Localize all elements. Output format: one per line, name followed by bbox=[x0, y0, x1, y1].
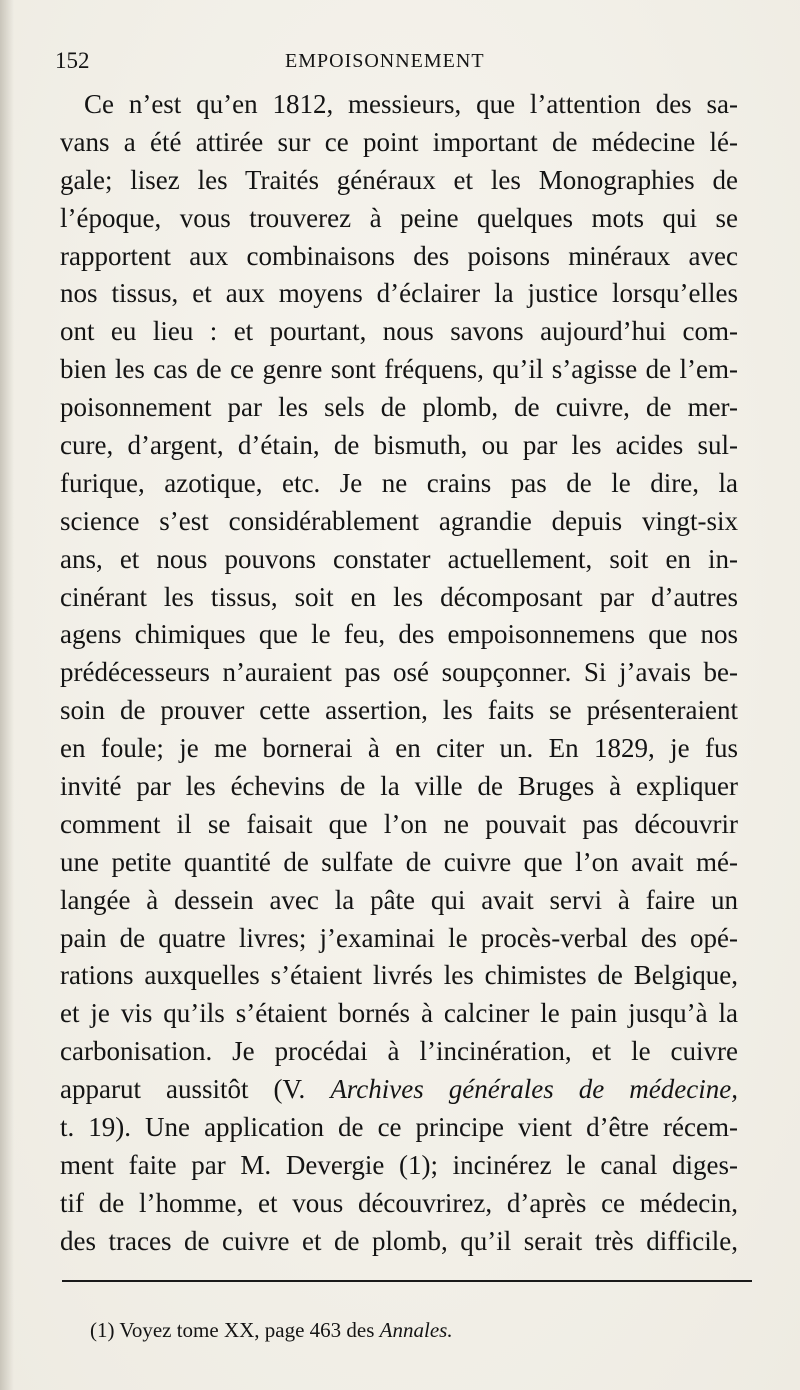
text-line: en foule; je me bornerai à en citer un. En 1829, je fus bbox=[60, 733, 738, 764]
text-line: agens chimiques que le feu, des empoisonnemens que nos bbox=[60, 619, 738, 650]
text-line: cinérant les tissus, soit en les décomposant par d’autres bbox=[60, 581, 738, 612]
text-line: et je vis qu’ils s’étaient bornés à calciner le pain jusqu’à la bbox=[60, 998, 738, 1029]
text-line: pain de quatre livres; j’examinai le procès-verbal des opé- bbox=[60, 922, 738, 953]
text-line: ment faite par M. Devergie (1); incinérez le canal diges- bbox=[60, 1149, 738, 1180]
body-paragraph bbox=[60, 86, 738, 1261]
text-line: comment il se faisait que l’on ne pouvait pas découvrir bbox=[60, 808, 738, 839]
footnote-italic-title: Annales. bbox=[379, 1318, 453, 1342]
page-header bbox=[55, 40, 745, 76]
text-line: vans a été attirée sur ce point important de médecine lé- bbox=[60, 126, 738, 157]
text-line: une petite quantité de sulfate de cuivre que l’on avait mé- bbox=[60, 846, 738, 877]
text-line: des traces de cuivre et de plomb, qu’il serait très difficile, bbox=[60, 1225, 738, 1256]
footnote-text: (1) Voyez tome XX, page 463 des bbox=[90, 1318, 375, 1342]
text-line: nos tissus, et aux moyens d’éclairer la justice lorsqu’elles bbox=[60, 278, 738, 309]
text-line: prédécesseurs n’auraient pas osé soupçonner. Si j’avais be- bbox=[60, 657, 738, 688]
text-line: langée à dessein avec la pâte qui avait servi à faire un bbox=[60, 884, 738, 915]
text-line: Ce n’est qu’en 1812, messieurs, que l’attention des sa- bbox=[84, 89, 738, 119]
footnote bbox=[90, 1318, 453, 1343]
text-line: poisonnement par les sels de plomb, de cuivre, de mer- bbox=[60, 392, 738, 423]
text-line: rations auxquelles s’étaient livrés les chimistes de Belgique, bbox=[60, 960, 738, 991]
text-line: science s’est considérablement agrandie depuis vingt-six bbox=[60, 505, 738, 536]
citation-lead: apparut aussitôt (V. bbox=[60, 1074, 306, 1105]
text-line: invité par les échevins de la ville de Bruges à expliquer bbox=[60, 771, 738, 802]
text-line: soin de prouver cette assertion, les faits se présenteraient bbox=[60, 695, 738, 726]
text-line: ont eu lieu : et pourtant, nous savons aujourd’hui com- bbox=[60, 316, 738, 347]
text-line: ans, et nous pouvons constater actuellement, soit en in- bbox=[60, 543, 738, 574]
running-head: EMPOISONNEMENT bbox=[285, 50, 485, 72]
text-line-with-citation bbox=[60, 1071, 738, 1109]
page-number: 152 bbox=[55, 48, 90, 73]
text-line: furique, azotique, etc. Je ne crains pas de le dire, la bbox=[60, 467, 738, 498]
text-line: gale; lisez les Traités généraux et les Monographies de bbox=[60, 164, 738, 195]
text-line: cure, d’argent, d’étain, de bismuth, ou par les acides sul- bbox=[60, 430, 738, 461]
text-line: rapportent aux combinaisons des poisons minéraux avec bbox=[60, 240, 738, 271]
footnote-rule bbox=[62, 1280, 752, 1282]
text-line: l’époque, vous trouverez à peine quelques mots qui se bbox=[60, 202, 738, 233]
citation-journal-title: Archives générales de médecine, bbox=[330, 1074, 738, 1105]
text-line: t. 19). Une application de ce principe vient d’être récem- bbox=[60, 1112, 738, 1143]
text-line: tif de l’homme, et vous découvrirez, d’après ce médecin, bbox=[60, 1187, 738, 1218]
text-line: bien les cas de ce genre sont fréquens, qu’il s’agisse de l’em- bbox=[60, 354, 738, 385]
page-gutter-shadow bbox=[0, 0, 14, 1390]
text-line: carbonisation. Je procédai à l’incinération, et le cuivre bbox=[60, 1036, 738, 1067]
